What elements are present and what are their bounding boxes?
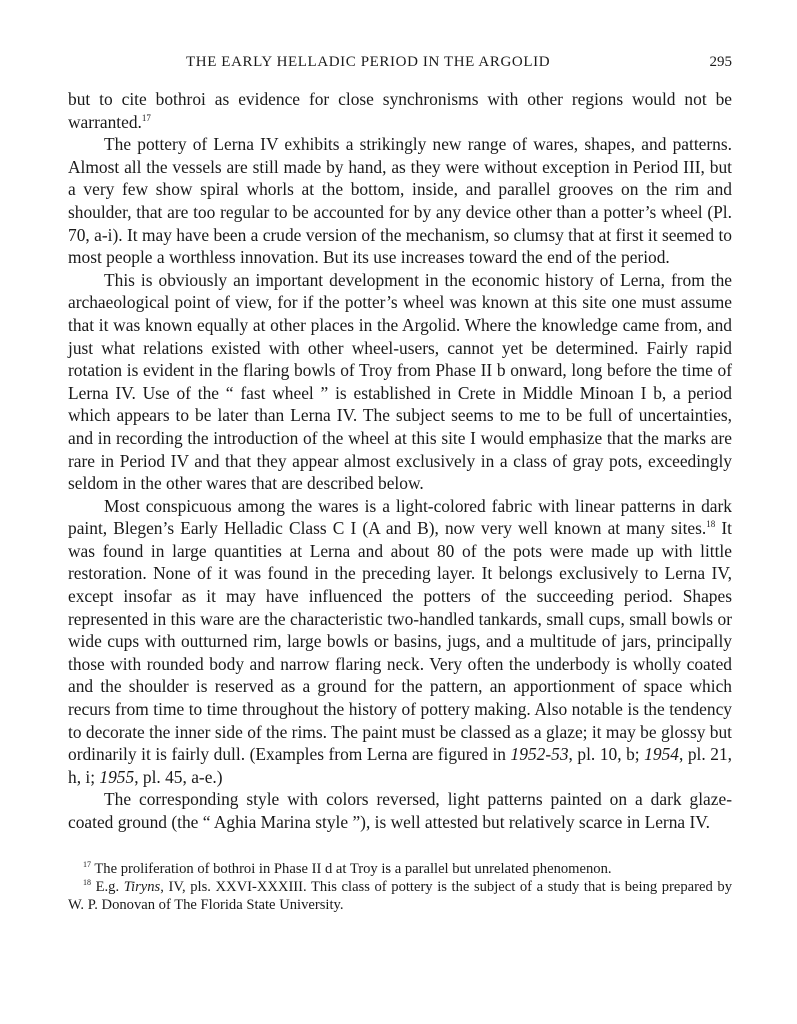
footnote-number: 18	[83, 877, 91, 887]
footnote-ref-18[interactable]: 18	[706, 519, 716, 530]
reference-1954: 1954	[644, 744, 679, 765]
paragraph-potters-wheel: This is obviously an important development in the economic history of Lerna, from the archaeological point of view, for if the potter’s wheel was known at this site one must assume that it was known equally at other places in the Argolid. Where the knowledge came from, and just what relations existed with other wheel-users, cannot yet be determined. Fairly rapid rotation is evident in the flaring bowls of Troy from Phase II b onward, long before the time of Lerna IV. Use of the “ fast wheel ” is established in Crete in Middle Minoan I b, a period which appears to be later than Lerna IV. The subject seems to me to be full of uncertainties, and in recording the introduction of the wheel at this site I would emphasize that the marks are rare in Period IV and that they appear almost exclusively in a class of gray pots, exceedingly seldom in the other wares that are described below.	[68, 269, 732, 494]
footnote-18: $^{18}$ E.g. Tiryns, IV, pls. XXVI-XXXIII. This class of pottery is the subject of a study that is being prepared by W. P. Donovan of The Florida State University.	[68, 877, 732, 913]
body-text	[68, 88, 732, 834]
running-title: THE EARLY HELLADIC PERIOD IN THE ARGOLID	[186, 54, 551, 70]
footnote-17: $^{17}$ The proliferation of bothroi in Phase II d at Troy is a parallel but unrelated phenomenon.	[83, 859, 612, 877]
page-number: 295	[709, 54, 732, 70]
reference-1952-53: 1952-53	[510, 744, 569, 765]
paragraph-light-colored-fabric: Most conspicuous among the wares is a light-colored fabric with linear patterns in dark paint, Blegen’s Early Helladic Class C I (A and B), now very well known at many sites.$^{18}$ It was found in large quantities at Lerna and about 80 of the pots were made up with little restoration. None of it was found in the preceding layer. It belongs exclusively to Lerna IV, except insofar as it may have influenced the potters of the succeeding period. Shapes represented in this ware are the characteristic two-handled tankards, small cups, small bowls or wide cups with outturned rim, large bowls or basins, jugs, and a multitude of jars, principally those with rounded body and narrow flaring neck. Very often the underbody is wholly coated and the shoulder is reserved as a ground for the pattern, an apportionment of space which recurs from time to time throughout the history of pottery making. Also notable is the tendency to decorate the inner side of the rims. The paint must be classed as a glaze; it may be glossy but ordinarily it is fairly dull. (Examples from Lerna are figured in 1952-53, pl. 10, b; 1954, pl. 21, h, i; 1955, pl. 45, a-e.)	[68, 495, 732, 787]
footnote-ref-17[interactable]: 17	[141, 112, 151, 123]
book-page	[68, 50, 732, 914]
paragraph-pottery-intro: The pottery of Lerna IV exhibits a strikingly new range of wares, shapes, and patterns. Almost all the vessels are still made by hand, as they were without exception in Period III, but a very few show spiral whorls at the bottom, inside, and parallel grooves on the rim and shoulder, that are too regular to be accounted for by any device other than a potter’s wheel (Pl. 70, a-i). It may have been a crude version of the mechanism, so clumsy that at first it seemed to most people a worthless innovation. But its use increases toward the end of the period.	[68, 134, 732, 268]
footnote-number: 17	[83, 859, 91, 869]
footnotes	[68, 860, 732, 915]
paragraph-continuation: but to cite bothroi as evidence for close synchronisms with other regions would not be warranted.$^{17}$	[68, 89, 732, 132]
paragraph-aghia-marina-style: The corresponding style with colors reversed, light patterns painted on a dark glaze-coated ground (the “ Aghia Marina style ”), is well attested but relatively scarce in Lerna IV.	[68, 789, 732, 832]
reference-tiryns: Tiryns	[123, 878, 161, 895]
reference-1955: 1955	[99, 766, 135, 787]
running-head	[68, 50, 732, 74]
